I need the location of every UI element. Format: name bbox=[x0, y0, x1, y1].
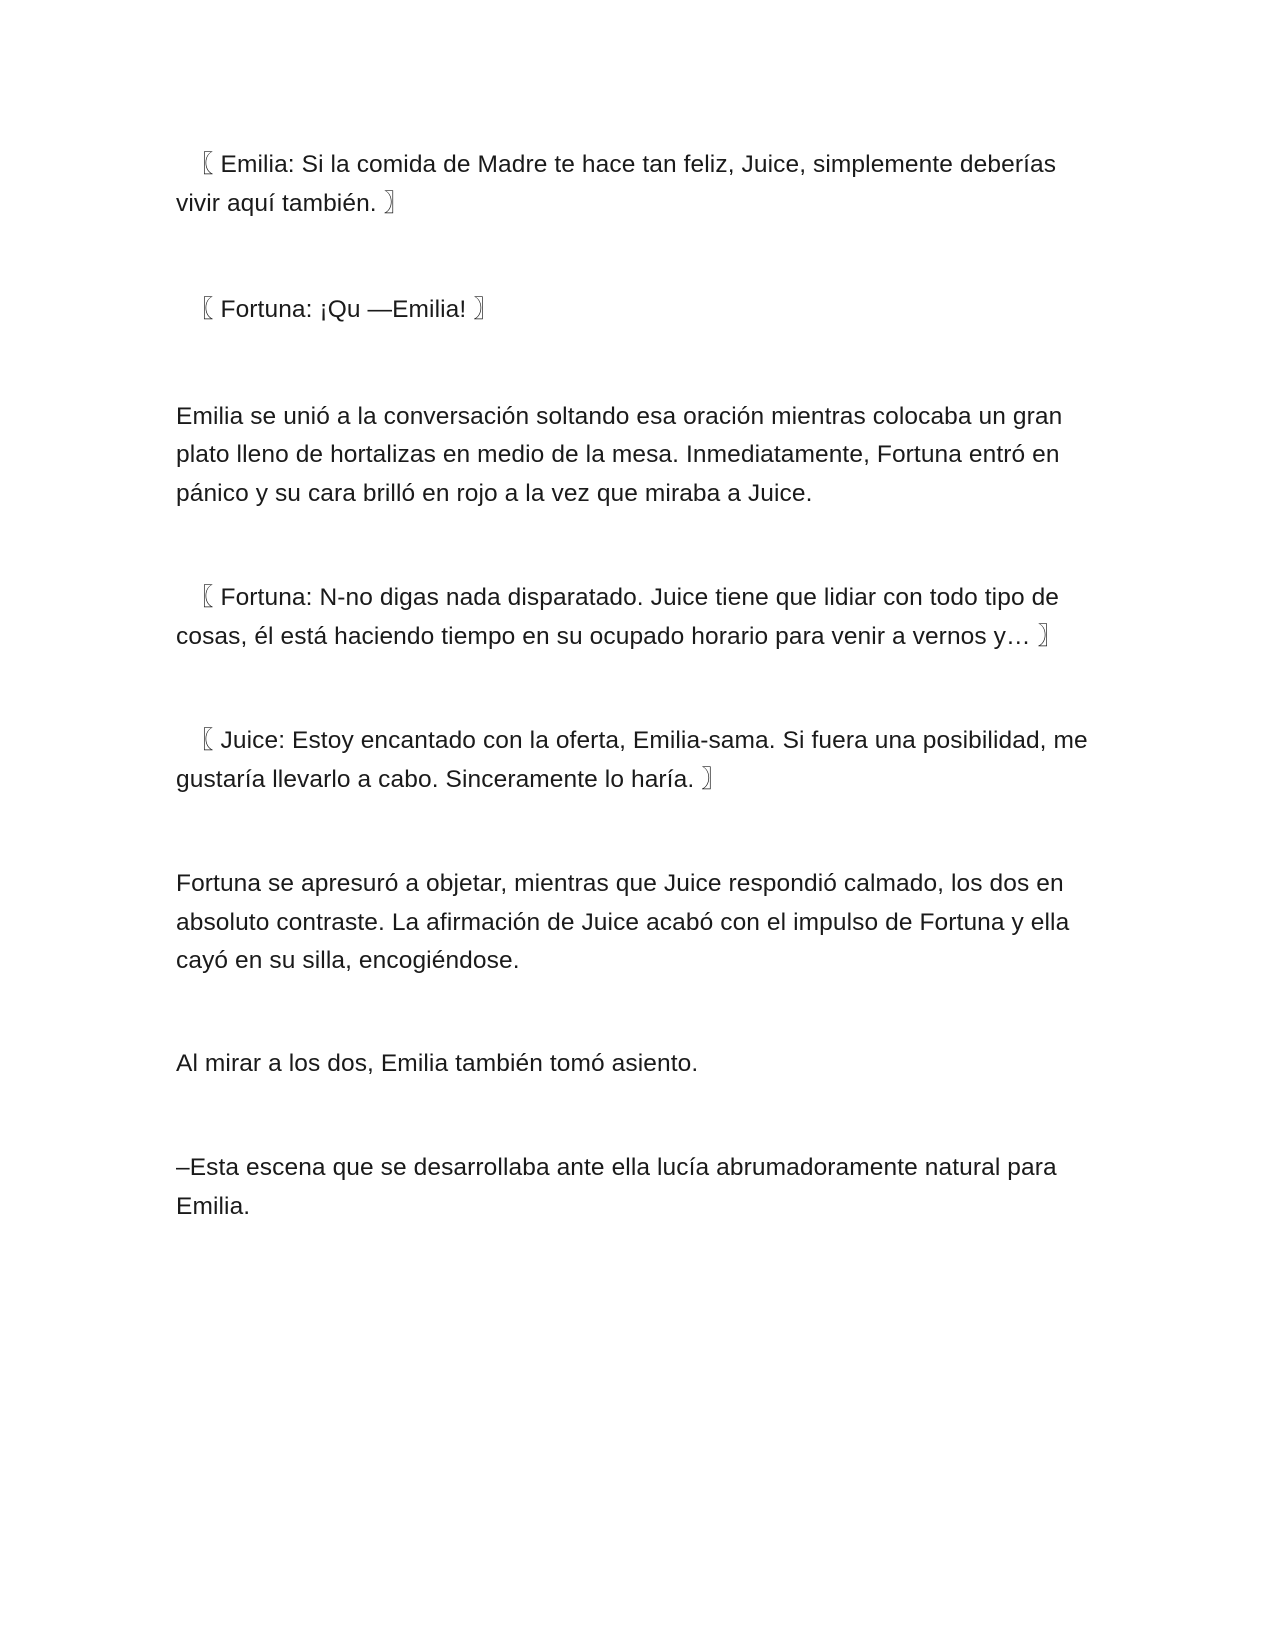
paragraph-narration: –Esta escena que se desarrollaba ante ella lucía abrumadoramente natural para Emilia. bbox=[176, 1154, 1057, 1220]
paragraph-juice-dialogue: 〖 Juice: Estoy encantado con la oferta, Emilia-sama. Si fuera una posibilidad, me gustaría llevarlo a cabo. Sinceramente lo haría. 〗 bbox=[176, 727, 1088, 793]
text-column bbox=[176, 146, 1106, 1226]
paragraph-narration: Emilia se unió a la conversación soltando esa oración mientras colocaba un gran plato lleno de hortalizas en medio de la mesa. Inmediatamente, Fortuna entró en pánico y su cara brilló en rojo a la vez que miraba a Juice. bbox=[176, 402, 1063, 507]
paragraph-narration: Al mirar a los dos, Emilia también tomó asiento. bbox=[176, 1049, 699, 1077]
paragraph-fortuna-dialogue: 〖 Fortuna: ¡Qu —Emilia! 〗 bbox=[189, 296, 498, 323]
paragraph-fortuna-dialogue: 〖 Fortuna: N-no digas nada disparatado. Juice tiene que lidiar con todo tipo de cosas, él está haciendo tiempo en su ocupado horario para venir a vernos y… 〗 bbox=[176, 584, 1063, 650]
paragraph-narration: Fortuna se apresuró a objetar, mientras que Juice respondió calmado, los dos en absoluto contraste. La afirmación de Juice acabó con el impulso de Fortuna y ella cayó en su silla, encogiéndose. bbox=[176, 870, 1070, 974]
paragraph-emilia-dialogue: 〖 Emilia: Si la comida de Madre te hace tan feliz, Juice, simplemente deberías vivir aquí también. 〗 bbox=[176, 151, 1057, 217]
